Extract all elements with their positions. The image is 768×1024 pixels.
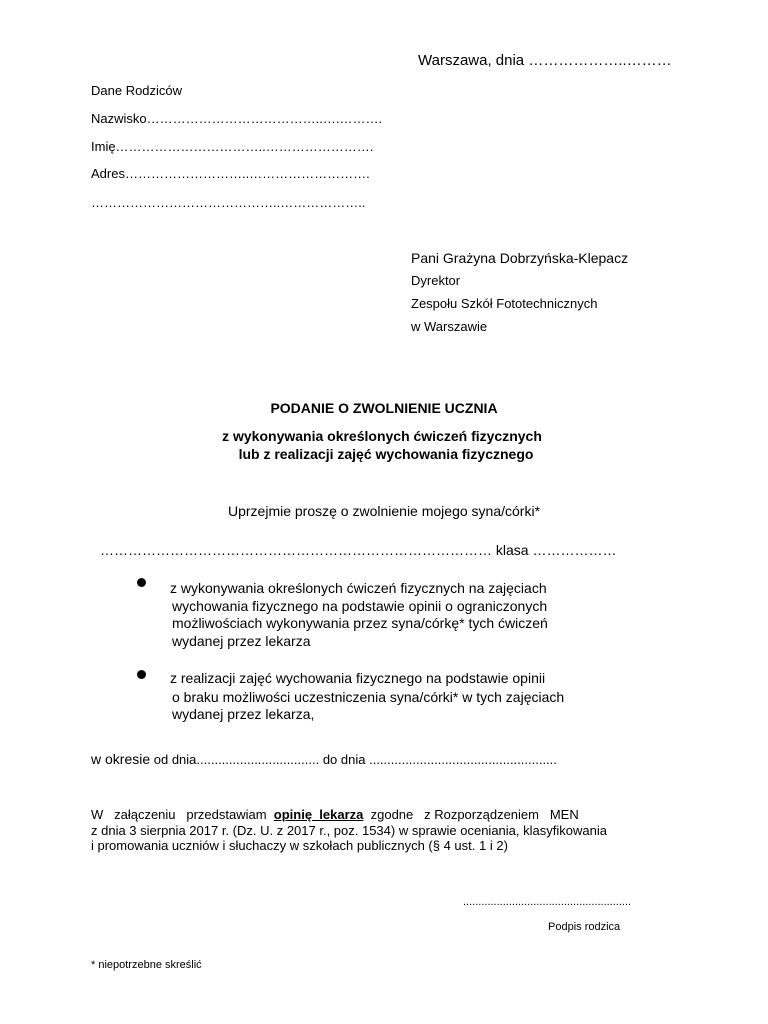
recipient-school: Zespołu Szkół Fototechnicznych [411, 296, 598, 311]
recipient-position: Dyrektor [411, 273, 461, 288]
footnote: * niepotrzebne skreślić [91, 959, 202, 971]
name-field: Imię……………………………..……………………. [91, 139, 374, 154]
parents-title: Dane Rodziców [91, 83, 183, 98]
request-text: Uprzejmie proszę o zwolnienie mojego syna/córki* [227, 503, 541, 519]
document-title: PODANIE O ZWOLNIENIE UCZNIA [270, 400, 498, 416]
attachment-pre: W załączeniu przedstawiam [91, 807, 274, 822]
option-1-line-2: wychowania fizycznego na podstawie opinii o ograniczonych [172, 598, 548, 614]
period-label: w okresie [91, 751, 151, 767]
signature-line: ....................................................... [463, 896, 632, 908]
attachment-post: zgodne z Rozporządzeniem MEN [363, 807, 579, 822]
address-continuation-field: ……………………………………..……………….. [91, 195, 366, 210]
document-subtitle-1: z wykonywania określonych ćwiczeń fizycznych [222, 428, 542, 444]
attachment-line-3: i promowania uczniów i słuchaczy w szkołach publicznych (§ 4 ust. 1 i 2) [91, 838, 508, 853]
period-dates: od dnia.................................. do dnia .................................................... [150, 752, 557, 767]
option-1-line-4: wydanej przez lekarza [172, 633, 311, 649]
option-2-line-3: wydanej przez lekarza, [172, 706, 315, 722]
signature-label: Podpis rodzica [548, 921, 621, 933]
attachment-bold: opinię lekarza [273, 807, 364, 822]
option-2-line-2: o braku możliwości uczestniczenia syna/córki* w tych zajęciach [172, 689, 565, 705]
attachment-line-1 [91, 807, 579, 822]
option-2-line-1: z realizacji zajęć wychowania fizycznego na podstawie opinii [170, 670, 546, 686]
option-1-line-3: możliwościach wykonywania przez syna/córkę* tych ćwiczeń [172, 615, 548, 631]
address-field: Adres………………………..………………………. [91, 166, 370, 181]
recipient-city: w Warszawie [411, 319, 488, 334]
date-line: Warszawa, dnia ………………..……… [418, 52, 672, 69]
recipient-name: Pani Grażyna Dobrzyńska-Klepacz [411, 250, 629, 266]
option-1-line-1: z wykonywania określonych ćwiczeń fizycznych na zajęciach [170, 580, 547, 596]
attachment-line-2: z dnia 3 sierpnia 2017 r. (Dz. U. z 2017 r., poz. 1534) w sprawie oceniania, klasyfikowania [91, 823, 607, 838]
student-line: ………………………………………………………………………… klasa ……………… [100, 542, 617, 558]
document-subtitle-2: lub z realizacji zajęć wychowania fizycznego [238, 446, 534, 462]
period-line [91, 751, 557, 769]
surname-field: Nazwisko…………………………………..….………. [91, 111, 383, 126]
bullet-icon [137, 578, 146, 587]
bullet-icon [137, 670, 146, 679]
